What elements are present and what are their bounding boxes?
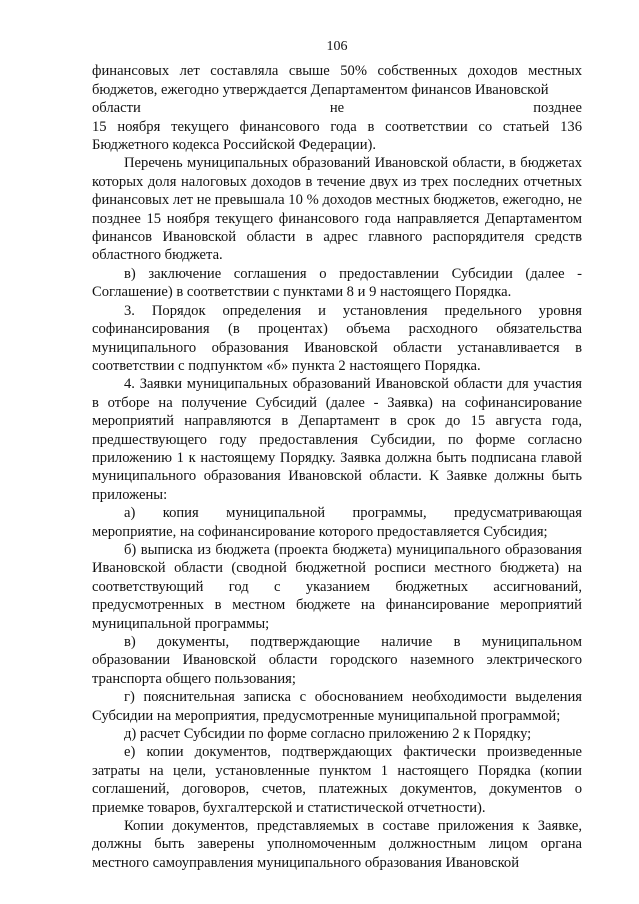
word: подтверждающие bbox=[250, 634, 360, 650]
word: а) bbox=[124, 505, 136, 522]
word: наличие bbox=[381, 634, 433, 650]
word: в bbox=[453, 634, 461, 650]
paragraph-g: г) пояснительная записка с обоснованием необходимости выделения Субсидии на мероприятия, предусмотренные муниципальной программой; bbox=[92, 689, 582, 724]
paragraph-perechen: Перечень муниципальных образований Ивановской области, в бюджетах которых доля налоговых доходов в течение двух из трех последних отчетных финансовых лет не превышала 10 % доходов местных бюджетов, ежегодно, не позднее 15 ноября текущего финансового года направляется Департаментом финансов Ивановской области в адрес главного распорядителя средств областного бюджета. bbox=[92, 155, 582, 264]
word: муниципальном bbox=[481, 634, 582, 650]
word: копия bbox=[162, 505, 199, 522]
spaced-line bbox=[92, 99, 582, 117]
spaced-line-a bbox=[92, 504, 582, 522]
word: документы, bbox=[157, 634, 230, 650]
word: в) bbox=[124, 634, 136, 650]
paragraph-a-rest: мероприятие, на софинансирование которого предоставляется Субсидия; bbox=[92, 523, 548, 540]
paragraph-item-v: в) заключение соглашения о предоставлении Субсидии (далее - Соглашение) в соответствии с пунктами 8 и 9 настоящего Порядка. bbox=[92, 265, 582, 301]
spaced-line-v bbox=[92, 633, 582, 651]
paragraph-continuation: финансовых лет составляла свыше 50% собственных доходов местных бюджетов, ежегодно утверждается Департаментом финансов Ивановской bbox=[92, 63, 582, 98]
document-page bbox=[92, 38, 582, 872]
paragraph-e: е) копии документов, подтверждающих фактически произведенные затраты на цели, установленные пунктом 1 настоящего Порядка (копии соглашений, договоров, счетов, платежных документов, документов о приемке товаров, бухгалтерской и статистической отчетности). bbox=[92, 744, 582, 816]
paragraph-item-4: 4. Заявки муниципальных образований Ивановской области для участия в отборе на получение Субсидий (далее - Заявка) на софинансирование мероприятий направляются в Департамент в срок до 15 августа года, предшествующего году предоставления Субсидии, по форме согласно приложению 1 к настоящему Порядку. Заявка должна быть подписана главой муниципального образования Ивановской области. К Заявке должны быть приложены: bbox=[92, 376, 582, 503]
word: программы, bbox=[352, 505, 427, 522]
page-number: 106 bbox=[326, 39, 348, 54]
word: предусматривающая bbox=[453, 505, 582, 522]
paragraph-item-3: 3. Порядок определения и установления предельного уровня софинансирования (в процентах) объема расходного обязательства муниципального образования Ивановской области устанавливается в соответствии с подпунктом «б» пункта 2 настоящего Порядка. bbox=[92, 302, 582, 374]
paragraph-last: Копии документов, представляемых в составе приложения к Заявке, должны быть заверены уполномоченным должностным лицом органа местного самоуправления муниципального образования Ивановской bbox=[92, 818, 582, 871]
paragraph-b: б) выписка из бюджета (проекта бюджета) муниципального образования Ивановской области (сводной бюджетной росписи местного бюджета) на соответствующий год с указанием бюджетных ассигнований, предусмотренных в местном бюджете на финансирование мероприятий муниципальной программы; bbox=[92, 541, 582, 632]
word: позднее bbox=[533, 100, 582, 117]
paragraph-d: д) расчет Субсидии по форме согласно приложению 2 к Порядку; bbox=[124, 726, 532, 743]
word: не bbox=[329, 100, 345, 117]
word: области bbox=[92, 100, 141, 117]
paragraph-continuation-end: 15 ноября текущего финансового года в соответствии со статьей 136 Бюджетного кодекса Российской Федерации). bbox=[92, 118, 582, 154]
word: муниципальной bbox=[226, 505, 326, 522]
paragraph-v-rest: образовании Ивановской области городского наземного электрического транспорта общего пользования; bbox=[92, 652, 582, 687]
